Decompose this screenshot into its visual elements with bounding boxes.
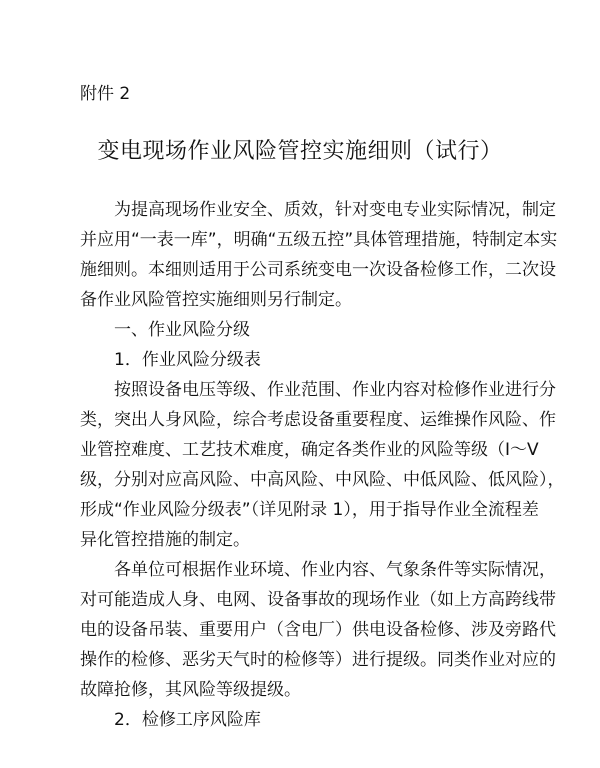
attachment-label: 附件 2	[80, 84, 131, 104]
subsection-heading: 2．检修工序风险库	[114, 710, 261, 730]
paragraph-line: 并应用“一表一库”，明确“五级五控”具体管理措施，特制定本实	[80, 230, 558, 250]
paragraph-line: 为提高现场作业安全、质效，针对变电专业实际情况，制定	[114, 200, 556, 220]
paragraph-line: 对可能造成人身、电网、设备事故的现场作业（如上方高跨线带	[80, 590, 556, 610]
paragraph-line: 按照设备电压等级、作业范围、作业内容对检修作业进行分	[114, 380, 556, 400]
paragraph-line: 电的设备吊装、重要用户（含电厂）供电设备检修、涉及旁路代	[80, 620, 556, 640]
paragraph-line: 形成“作业风险分级表”（详见附录 1），用于指导作业全流程差	[80, 500, 539, 520]
paragraph-line: 各单位可根据作业环境、作业内容、气象条件等实际情况，	[114, 560, 556, 580]
paragraph-line: 异化管控措施的制定。	[80, 530, 250, 550]
subsection-heading: 1．作业风险分级表	[114, 350, 261, 370]
paragraph-line: 类，突出人身风险，综合考虑设备重要程度、运维操作风险、作	[80, 410, 556, 430]
paragraph-line: 故障抢修，其风险等级提级。	[80, 680, 301, 700]
paragraph-line: 业管控难度、工艺技术难度，确定各类作业的风险等级（Ⅰ～Ⅴ	[80, 440, 539, 460]
paragraph-line: 备作业风险管控实施细则另行制定。	[80, 290, 352, 310]
paragraph-line: 施细则。本细则适用于公司系统变电一次设备检修工作，二次设	[80, 260, 556, 280]
section-heading: 一、作业风险分级	[114, 320, 250, 340]
document-title: 变电现场作业风险管控实施细则（试行）	[97, 139, 503, 164]
paragraph-line: 级，分别对应高风险、中高风险、中风险、中低风险、低风险），	[80, 470, 565, 490]
paragraph-line: 操作的检修、恶劣天气时的检修等）进行提级。同类作业对应的	[80, 650, 556, 670]
